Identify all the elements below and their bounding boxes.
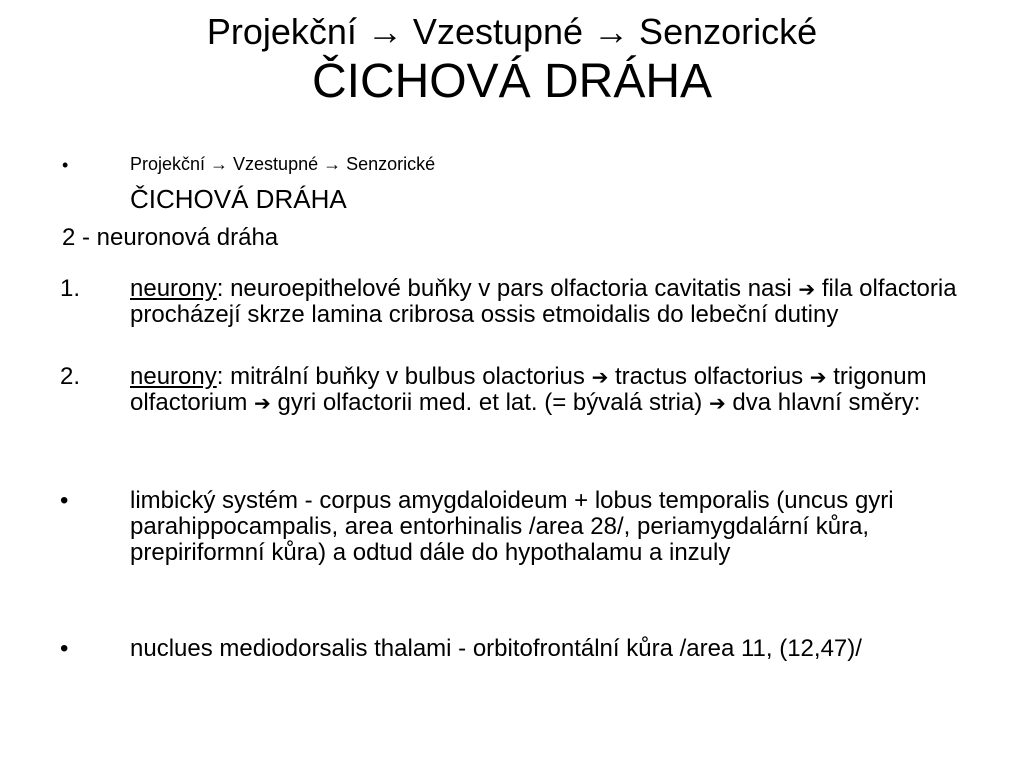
item-number: 1. <box>60 275 81 302</box>
arrow-icon: ➔ <box>809 365 827 389</box>
slide-title-line1: Projekční → Vzestupné → Senzorické <box>206 11 818 52</box>
item-text-part: dva hlavní směry: <box>725 389 921 416</box>
bullet-marker: • <box>60 635 69 662</box>
bullet-marker: • <box>62 155 69 175</box>
item-text <box>130 276 970 328</box>
item-text-part: trigonum olfactorium <box>130 363 927 416</box>
slide-title-line2: ČICHOVÁ DRÁHA <box>311 55 713 108</box>
arrow-icon: ➔ <box>798 277 816 301</box>
item-term: neurony <box>130 275 217 302</box>
item-number: 2. <box>60 363 81 390</box>
arrow-icon: ➔ <box>708 391 726 415</box>
item-text-part: : mitrální buňky v bulbus olactorius <box>216 363 592 390</box>
item-text-part: tractus olfactorius <box>608 363 810 390</box>
bullet-text: limbický systém - corpus amygdaloideum + lobus temporalis (uncus gyri parahippocampalis, area entorhinalis /area 28/, periamygdalární kůra, prepiriformní kůra) a odtud dále do hypothalamu a inzuly <box>130 487 894 566</box>
intro-summary: 2 - neuronová dráha <box>62 224 279 251</box>
item-term: neurony <box>130 363 217 390</box>
intro-heading: ČICHOVÁ DRÁHA <box>130 184 347 214</box>
arrow-icon: ➔ <box>591 365 609 389</box>
bullet-marker: • <box>60 487 69 514</box>
item-text-part: fila olfactoria procházejí skrze lamina cribrosa ossis etmoidalis do lebeční dutiny <box>130 275 957 328</box>
arrow-icon: ➔ <box>254 391 271 415</box>
item-text <box>130 364 970 416</box>
intro-small-line: Projekční → Vzestupné → Senzorické <box>130 154 436 174</box>
bullet-text: nuclues mediodorsalis thalami - orbitofrontální kůra /area 11, (12,47)/ <box>130 635 862 662</box>
item-text-part: : neuroepithelové buňky v pars olfactoria cavitatis nasi <box>216 275 799 302</box>
item-text-part: gyri olfactorii med. et lat. (= bývalá stria) <box>270 389 709 416</box>
